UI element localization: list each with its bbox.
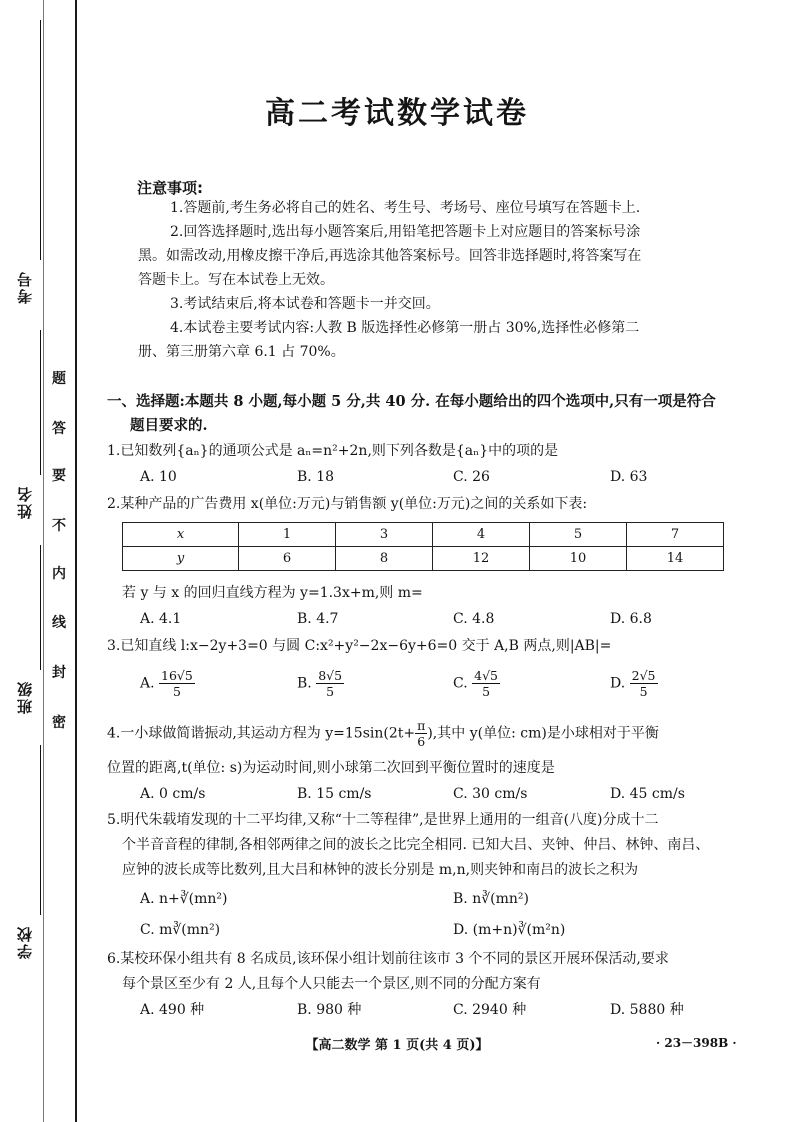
option-fraction [159,668,195,699]
question-2-table [122,522,724,571]
question-1-option-d: D. 63 [610,469,648,485]
option-fraction [630,668,658,699]
question-5-line: 应钟的波长成等比数列,且大吕和林钟的波长分别是 m,n,则夹钟和南吕的波长之积为 [122,862,639,878]
question-5-option-d: D. (m+n)∛(m²n) [453,922,566,938]
fraction-denominator: 5 [172,684,181,699]
question-5-line: 个半音音程的律制,各相邻两律之间的波长之比完全相同. 已知大吕、夹钟、仲吕、林钟、南吕、 [122,837,710,853]
notice-line: 4.本试卷主要考试内容:人教 B 版选择性必修第一册占 30%,选择性必修第二 [170,320,640,336]
table-cell: 8 [336,547,433,571]
notice-line: 答题卡上。写在本试卷上无效。 [138,272,334,288]
exam-no-label: 考号 [16,270,34,304]
fraction-numerator: 16√5 [161,668,193,683]
option-fraction [472,668,500,699]
question-4-stem [107,718,659,749]
fraction-numerator: 8√5 [318,668,343,683]
question-1-option-b: B. 18 [297,469,335,485]
question-6-option-a: A. 490 种 [140,1002,205,1018]
question-4-option-c: C. 30 cm/s [453,786,528,802]
option-letter: B. [297,675,312,692]
table-cell: 7 [627,523,724,547]
fraction-denominator: 6 [417,734,426,749]
table-row [123,523,724,547]
notice-line: 3.考试结束后,将本试卷和答题卡一并交回。 [170,296,440,312]
seal-char: 线 [52,615,66,631]
question-5-line: 5.明代朱载堉发现的十二平均律,又称“十二等程律”,是世界上通用的一组音(八度)分成十二 [107,812,659,828]
table-cell: 10 [530,547,627,571]
question-6-line: 6.某校环保小组共有 8 名成员,该环保小组计划前往该市 3 个不同的景区开展环保活动,要求 [107,951,669,967]
table-cell: 14 [627,547,724,571]
option-fraction [316,668,344,699]
fraction-numerator: π [417,718,426,733]
seal-char: 密 [52,715,66,731]
notice-heading: 注意事项: [137,179,203,197]
question-4-line2: 位置的距离,t(单位: s)为运动时间,则小球第二次回到平衡位置时的速度是 [107,760,555,776]
class-label: 班级 [16,680,34,714]
notice-line: 2.回答选择题时,选出每小题答案后,用铅笔把答题卡上对应题目的答案标号涂 [170,224,641,240]
question-1-option-c: C. 26 [453,469,490,485]
question-5-option-b: B. n∛(mn²) [453,891,529,907]
question-2-stem: 2.某种产品的广告费用 x(单位:万元)与销售额 y(单位:万元)之间的关系如下表: [107,496,588,512]
question-2-follow: 若 y 与 x 的回归直线方程为 y=1.3x+m,则 m= [122,585,423,601]
question-4-stem-a: 4.一小球做简谐振动,其运动方程为 y=15sin(2t+ [107,725,416,742]
fraction-numerator: 4√5 [474,668,498,683]
question-1-option-a: A. 10 [140,469,177,485]
question-1-stem: 1.已知数列{aₙ}的通项公式是 aₙ=n²+2n,则下列各数是{aₙ}中的项的是 [107,443,559,459]
name-label: 姓名 [16,485,34,519]
binding-rule [75,0,77,1122]
question-4-option-a: A. 0 cm/s [140,786,206,802]
table-header-y: y [123,547,239,571]
notice-line: 黑。如需改动,用橡皮擦干净后,再选涂其他答案标号。回答非选择题时,将答案写在 [138,248,642,264]
seal-char: 内 [52,566,66,582]
class-blank [40,545,41,670]
question-4-stem-b: ),其中 y(单位: cm)是小球相对于平衡 [427,725,659,742]
school-blank [40,745,41,915]
table-cell: 12 [433,547,530,571]
question-4-option-b: B. 15 cm/s [297,786,372,802]
question-3-stem: 3.已知直线 l:x−2y+3=0 与圆 C:x²+y²−2x−6y+6=0 交于 A,B 两点,则|AB|= [107,638,612,654]
table-cell: 3 [336,523,433,547]
section-heading-cont: 题目要求的. [130,417,208,434]
question-2-option-b: B. 4.7 [297,611,339,627]
table-cell: 6 [239,547,336,571]
seal-char: 题 [52,371,66,387]
question-4-option-d: D. 45 cm/s [610,786,685,802]
name-blank [40,330,41,475]
table-header-x: x [123,523,239,547]
question-4-fraction [415,718,427,749]
option-letter: A. [140,675,155,692]
question-2-option-d: D. 6.8 [610,611,652,627]
seal-char: 不 [52,518,66,534]
seal-char: 要 [52,468,66,484]
option-letter: C. [453,675,468,692]
fraction-denominator: 5 [639,684,648,699]
seal-char: 答 [52,421,66,437]
fraction-denominator: 5 [482,684,491,699]
question-5-option-a: A. n+∛(mn²) [140,891,228,907]
seal-char: 封 [52,665,66,681]
table-cell: 5 [530,523,627,547]
question-3-option-c [453,668,500,699]
question-6-option-b: B. 980 种 [297,1002,362,1018]
question-3-option-b [297,668,344,699]
paper-code: · 23－398B · [656,1036,737,1050]
question-6-line: 每个景区至少有 2 人,且每个人只能去一个景区,则不同的分配方案有 [122,976,541,992]
question-3-option-a [140,668,195,699]
question-2-option-c: C. 4.8 [453,611,495,627]
notice-line: 册、第三册第六章 6.1 占 70%。 [138,344,345,360]
table-cell: 1 [239,523,336,547]
binding-outer-rule [43,0,44,1122]
question-3-option-d [610,668,658,699]
question-6-option-d: D. 5880 种 [610,1002,684,1018]
exam-title: 高二考试数学试卷 [265,96,529,131]
fraction-numerator: 2√5 [631,668,656,683]
section-heading: 一、选择题:本题共 8 小题,每小题 5 分,共 40 分. 在每小题给出的四个选项中,只有一项是符合 [107,393,716,410]
question-5-option-c: C. m∛(mn²) [140,922,221,938]
option-letter: D. [610,675,626,692]
exam-no-blank [40,20,41,260]
notice-line: 1.答题前,考生务必将自己的姓名、考生号、考场号、座位号填写在答题卡上. [170,200,641,216]
table-row [123,547,724,571]
table-cell: 4 [433,523,530,547]
question-6-option-c: C. 2940 种 [453,1002,527,1018]
school-label: 学校 [16,925,34,959]
page-footer: 【高二数学 第 1 页(共 4 页)】 [305,1038,489,1053]
question-2-option-a: A. 4.1 [140,611,182,627]
fraction-denominator: 5 [326,684,335,699]
